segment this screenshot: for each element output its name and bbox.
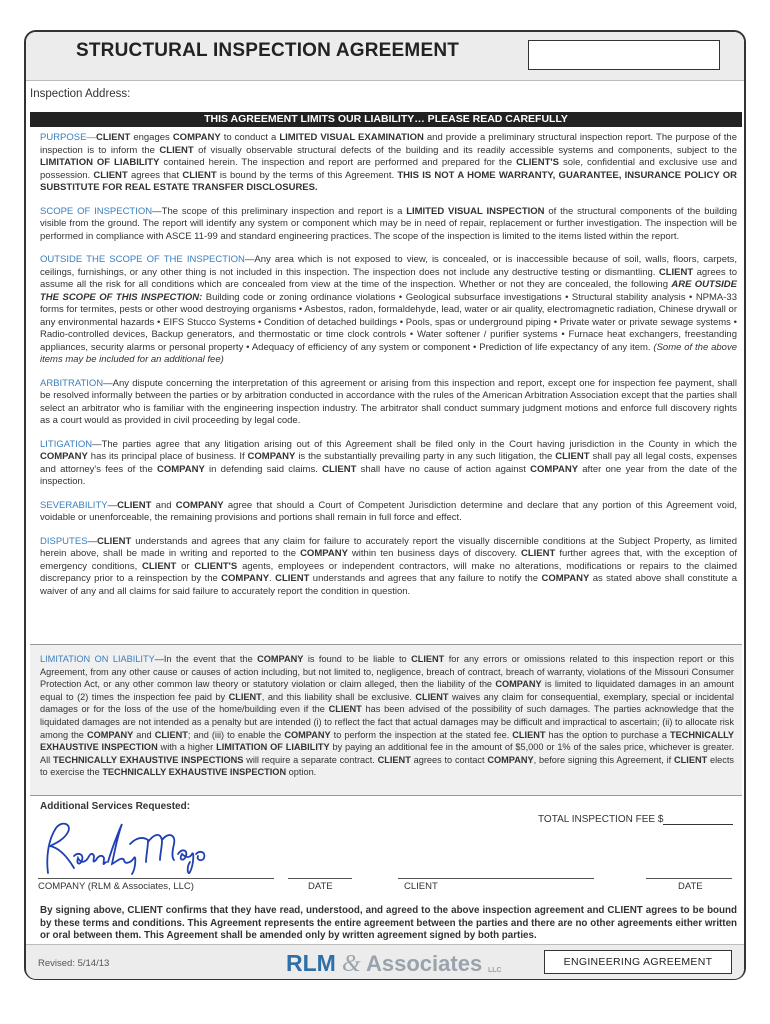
logo-rlm-text: RLM: [286, 950, 336, 976]
logo-associates-text: Associates: [366, 951, 483, 976]
section-purpose: PURPOSE—CLIENT engages COMPANY to conduct a LIMITED VISUAL EXAMINATION and provide a preliminary structural inspection report. The purpose of the inspection is to inform the CLIENT of visually observable structural defects of the building and its readily accessible systems and components, subject to the LIMITATION OF LIABILITY contained herein. The inspection and report are performed and prepared for the CLIENT'S sole, confidential and exclusive use and possession. CLIENT agrees that CLIENT is bound by the terms of this Agreement. THIS IS NOT A HOME WARRANTY, GUARANTEE, INSURANCE POLICY OR SUBSTITUTE FOR REAL ESTATE TRANSFER DISCLOSURES.: [40, 132, 737, 193]
section-heading: DISPUTES: [40, 535, 88, 547]
client-label: CLIENT: [404, 881, 438, 892]
logo-llc-text: LLC: [488, 967, 502, 974]
section-heading: OUTSIDE THE SCOPE OF THE INSPECTION: [40, 254, 245, 265]
company-date-line[interactable]: [288, 878, 352, 879]
section-heading: LIMITATION ON LIABILITY: [40, 654, 155, 664]
company-signature-line[interactable]: [38, 878, 274, 879]
section-litigation: LITIGATION—The parties agree that any litigation arising out of this Agreement shall be filed only in the Court having jurisdiction in the County in which the COMPANY has its principal place of business. If COMPANY is the substantially prevailing party in any such litigation, the CLIENT shall pay all legal costs, expenses and attorney's fees of the COMPANY in defending said claims. CLIENT shall have no cause of action against COMPANY after one year from the date of the inspection.: [40, 438, 738, 487]
section-outside-scope: OUTSIDE THE SCOPE OF THE INSPECTION—Any area which is not exposed to view, is concealed, or is inaccessible because of soil, walls, floors, carpets, ceilings, furnishings, or any other thing is not included in this inspection. The inspection does not include any destructive testing or dismantling. CLIENT agrees to assume all the risk for all conditions which are concealed from view at the time of the inspection. Whether or not they are concealed, the following ARE OUTSIDE THE SCOPE OF THIS INSPECTION: Building code or zoning ordinance violations • Geological subsurface investigations • Structural stability analysis • NPMA-33 forms for termites, pests or other wood destroying organisms • Asbestos, radon, formaldehyde, lead, water or air quality, electromagnetic radiation, Chinese drywall or any environmental hazards • EIFS Stucco Systems • Condition of detached buildings • Pools, spas or underground piping • Private water or private sewage systems • Radio-controlled devices, Backup generators, and thermostatic or time clock controls • Water softener / purifier systems • Furnace heat exchangers, freestanding appliances, security alarms or personal property • Adequacy of efficiency of any system or component • Prediction of life expectancy of any item. (Some of the above items may be included for an additional fee): [40, 254, 738, 365]
engineering-agreement-label: ENGINEERING AGREEMENT: [544, 950, 732, 974]
company-label: COMPANY (RLM & Associates, LLC): [38, 881, 194, 892]
total-fee-label: TOTAL INSPECTION FEE $: [538, 814, 664, 825]
section-heading: SCOPE OF INSPECTION: [40, 205, 153, 217]
section-arbitration: ARBITRATION—Any dispute concerning the interpretation of this agreement or arising from this inspection and report, except one for inspection fee payment, shall be resolved informally between the parties or by arbitration conducted in accordance with the rules of the American Arbitration Association except that the parties shall select an arbitrator who is familiar with the engineering inspection industry. The arbitrator shall conduct summary judgment motions and enforce full discovery rights as a court would as provided in civil proceeding by legal code.: [40, 377, 737, 426]
limitation-box: [30, 644, 742, 796]
footer-bar: [26, 944, 744, 979]
title-input-box[interactable]: [528, 40, 720, 70]
section-heading: SEVERABILITY: [40, 499, 108, 511]
additional-services-label: Additional Services Requested:: [40, 801, 191, 812]
section-limitation: LIMITATION ON LIABILITY—In the event that the COMPANY is found to be liable to CLIENT for any errors or omissions related to this inspection report or this Agreement, from any other cause or causes of action including, but not limited to, negligence, breach of contract, breach of warranty, violations of the Missouri Consumer Protection Act, or any other common law theory or statutory violation or claim alleged, then the liability of the COMPANY is limited to liquidated damages in an amount equal to (2) times the inspection fee paid by CLIENT, and this liability shall be exclusive. CLIENT waives any claim for consequential, exemplary, special or incidental damages or for the loss of the use of the home/building even if the CLIENT has been advised of the possibility of such damages. The parties acknowledge that the liquidated damages are not intended as a penalty but are intended (i) to reflect the fact that actual damages may be difficult and impractical to ascertain; (ii) to allocate risk among the COMPANY and CLIENT; and (iii) to enable the COMPANY to perform the inspection at the stated fee. CLIENT has the option to purchase a TECHNICALLY EXHAUSTIVE INSPECTION with a higher LIMITATION OF LIABILITY by paying an additional fee in the amount of $5,000 or 1% of the sales price, whichever is greater. All TECHNICALLY EXHAUSTIVE INSPECTIONS will require a separate contract. CLIENT agrees to contact COMPANY, before signing this Agreement, if CLIENT elects to exercise the TECHNICALLY EXHAUSTIVE INSPECTION option.: [40, 654, 734, 778]
section-scope: SCOPE OF INSPECTION—The scope of this preliminary inspection and report is a LIMITED VISUAL INSPECTION of the structural components of the building visible from the ground. The report will identify any system or component which may be in need of repair, replacement or further investigation. The inspection will be performed in compliance with ASCE 11-99 and standard engineering practices. The scope of the inspection is limited to the items listed within the report.: [40, 205, 738, 242]
inspection-address-label: Inspection Address:: [30, 88, 131, 100]
additional-fee-note: (Some of the above items may be included for an additional fee): [40, 341, 737, 365]
liability-banner: THIS AGREEMENT LIMITS OUR LIABILITY… PLEASE READ CAREFULLY: [30, 112, 742, 127]
page-title: STRUCTURAL INSPECTION AGREEMENT: [76, 40, 460, 61]
date-label: DATE: [308, 881, 333, 892]
final-statement: By signing above, CLIENT confirms that they have read, understood, and agreed to the above inspection agreement and CLIENT agrees to be bound by these terms and conditions. This Agreement represents the entire agreement between the parties and there are no other agreements either written or oral between them. This Agreement shall be amended only by written agreement signed by both parties.: [40, 905, 737, 941]
revised-date: Revised: 5/14/13: [38, 958, 110, 969]
section-heading: ARBITRATION: [40, 377, 104, 389]
agreement-frame: [24, 30, 746, 980]
company-signature: [38, 818, 218, 878]
rlm-associates-logo: [284, 947, 514, 977]
total-fee-field[interactable]: [538, 814, 733, 825]
client-signature-line[interactable]: [398, 878, 594, 879]
section-heading: LITIGATION: [40, 438, 93, 450]
client-date-line[interactable]: [646, 878, 732, 879]
section-heading: PURPOSE—: [40, 132, 96, 143]
logo-amp-text: &: [342, 951, 361, 977]
title-bar: [26, 32, 744, 81]
section-severability: SEVERABILITY—CLIENT and COMPANY agree that should a Court of Competent Jurisdiction determine and declare that any portion of this Agreement void, voidable or unenforceable, the remaining provisions and portions shall remain in full force and effect.: [40, 499, 737, 523]
section-disputes: DISPUTES—CLIENT understands and agrees that any claim for failure to accurately report the visually discernible conditions at the Subject Property, as limited herein above, shall be made in writing and reported to the COMPANY within ten business days of discovery. CLIENT further agrees that, with the exception of emergency conditions, CLIENT or CLIENT'S agents, employees or independent contractors, will make no alterations, modifications or repairs to the claimed discrepancy prior to a reinspection by the COMPANY. CLIENT understands and agrees that any failure to notify the COMPANY as stated above shall constitute a waiver of any and all claims for said failure to accurately report the condition in question.: [40, 535, 738, 597]
total-fee-line[interactable]: [663, 824, 733, 825]
date-label: DATE: [678, 881, 703, 892]
agreement-sections: [40, 132, 737, 609]
